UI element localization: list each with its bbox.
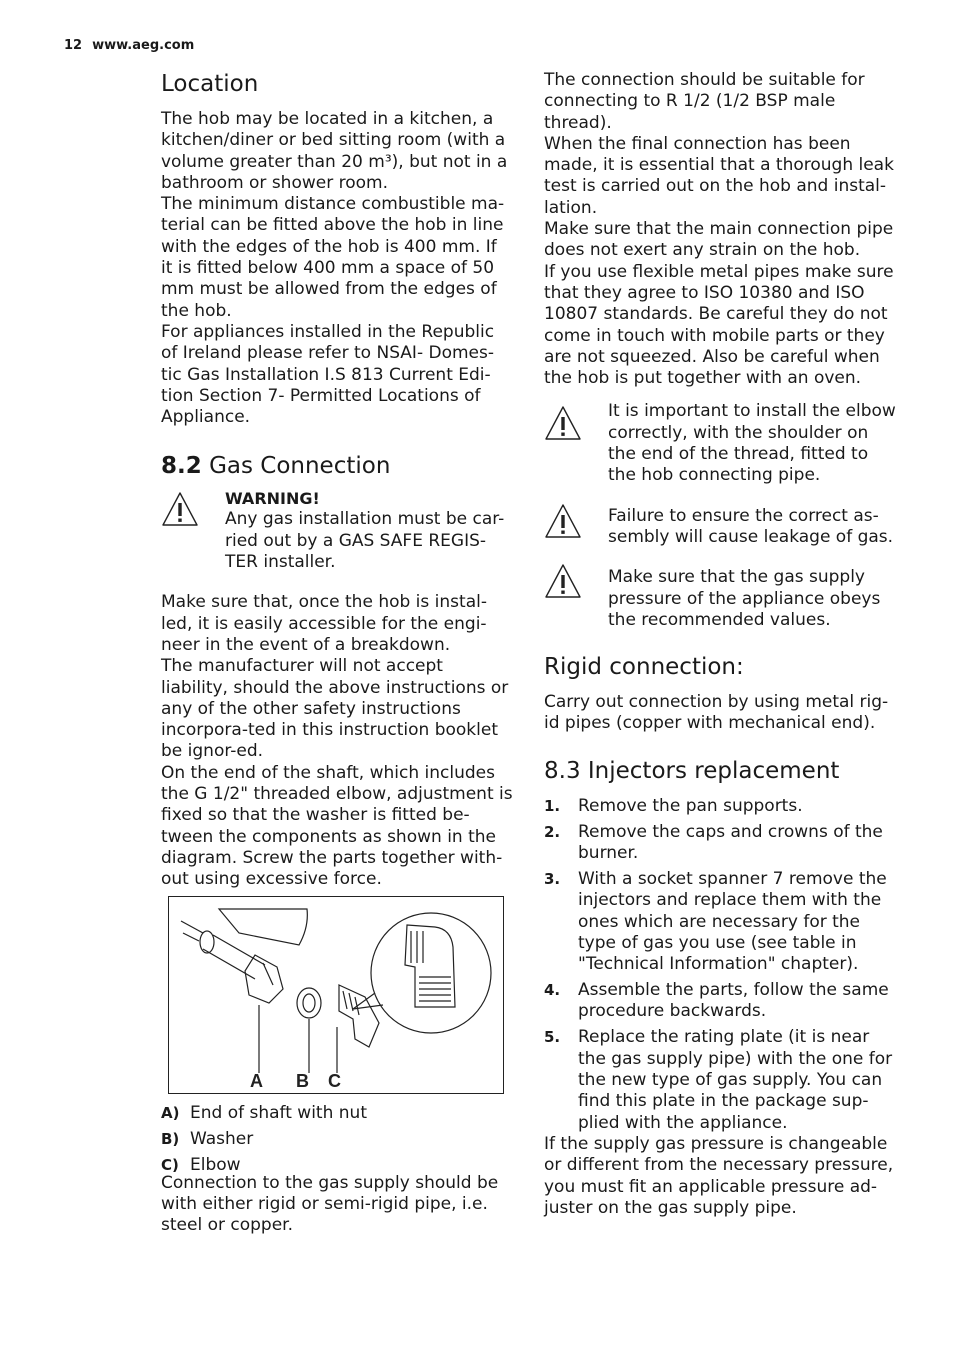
legend-item: A) End of shaft with nut: [161, 1102, 367, 1123]
connection-paragraph: When the final connection has been made, it is essential that a thorough leak test is carried out on the hob and instal-lation.: [544, 133, 894, 218]
page-header: [64, 38, 194, 53]
section-number: 8.3: [544, 757, 581, 784]
gas-paragraph: Make sure that, once the hob is instal-led, it is easily accessible for the engi-neer in the event of a breakdown.: [161, 592, 487, 655]
injector-steps: [544, 796, 896, 1134]
caution-block: [544, 506, 896, 549]
list-item: 5. Replace the rating plate (it is near the gas supply pipe) with the one for the new type of gas supply. You can find this plate in the package sup-plied with the appliance.: [544, 1027, 893, 1133]
website-url: www.aeg.com: [92, 38, 195, 53]
warning-label: WARNING!: [225, 489, 320, 509]
warning-icon: [161, 488, 225, 531]
list-item: 4. Assemble the parts, follow the same procedure backwards.: [544, 980, 889, 1022]
location-paragraph: The hob may be located in a kitchen, a kitchen/diner or bed sitting room (with a volume greater than 20 m³), but not in a bathroom or shower room.: [161, 109, 508, 193]
section-number: 8.2: [161, 453, 202, 480]
gas-supply-paragraph: Connection to the gas supply should be with either rigid or semi-rigid pipe, i.e. steel or copper.: [161, 1172, 499, 1236]
left-column: [161, 70, 513, 1236]
caution-text: Failure to ensure the correct as-sembly will cause leakage of gas.: [608, 505, 894, 547]
warning-block: [161, 488, 513, 573]
connection-diagram: [168, 896, 504, 1094]
warning-icon: [544, 401, 608, 445]
pressure-adjuster-paragraph: If the supply gas pressure is changeable or different from the necessary pressure, you must fit an applicable pressure ad-juster on the gas supply pipe.: [544, 1133, 894, 1218]
warning-icon: [544, 506, 608, 543]
list-item: 3. With a socket spanner 7 remove the injectors and replace them with the ones which are necessary for the type of gas you use (see table in "Technical Information" chapter).: [544, 868, 887, 975]
figure-label-b: B: [296, 1070, 309, 1091]
warning-icon: [544, 567, 608, 603]
page-number: 12: [64, 38, 83, 53]
injectors-heading: [544, 757, 896, 785]
caution-text: It is important to install the elbow correctly, with the shoulder on the end of the thread, fitted to the hob connecting pipe.: [608, 401, 896, 486]
gas-paragraph: The manufacturer will not accept liability, should the above instructions or any of the other safety instructions incorpora-ted in this instruction booklet be ignor-ed.: [161, 656, 509, 762]
legend-item: C) Elbow: [161, 1154, 241, 1175]
location-paragraph: The minimum distance combustible ma-terial can be fitted above the hob in line with the edges of the hob is 400 mm. If it is fitted below 400 mm a space of 50 mm must be allowed from the edges of the hob.: [161, 194, 505, 321]
rigid-connection-text: Carry out connection by using metal rig-id pipes (copper with mechanical end).: [544, 692, 889, 734]
connection-paragraph: The connection should be suitable for connecting to R 1/2 (1/2 BSP male thread).: [544, 70, 865, 133]
section-title: Injectors replacement: [587, 757, 840, 784]
location-heading: Location: [161, 71, 259, 97]
location-paragraph: For appliances installed in the Republic of Ireland please refer to NSAI- Domes-tic Gas Installation I.S 813 Current Edi-tion Section 7- Permitted Locations of Appliance.: [161, 321, 495, 428]
figure-label-c: C: [328, 1070, 341, 1091]
list-item: 2. Remove the caps and crowns of the burner.: [544, 821, 883, 863]
right-column: [544, 70, 896, 1219]
connection-paragraph: If you use flexible metal pipes make sure that they agree to ISO 10380 and ISO 10807 standards. Be careful they do not come in touch with mobile parts or they are not squeezed. Also be careful when the hob is put together with an oven.: [544, 261, 894, 389]
caution-text: Make sure that the gas supply pressure of the appliance obeys the recommended values.: [608, 567, 881, 630]
gas-paragraph: On the end of the shaft, which includes the G 1/2" threaded elbow, adjustment is fixed so that the washer is fitted be-tween the components as shown in the diagram. Screw the parts together with-out using excessive force.: [161, 762, 513, 890]
list-item: 1. Remove the pan supports.: [544, 795, 803, 816]
section-title: Gas Connection: [209, 453, 391, 480]
warning-text: Any gas installation must be car-ried out by a GAS SAFE REGIS-TER installer.: [225, 509, 505, 573]
caution-block: [544, 401, 896, 486]
legend-item: B) Washer: [161, 1128, 254, 1149]
figure-label-a: A: [250, 1070, 263, 1091]
caution-block: [544, 567, 896, 631]
gas-connection-heading: [161, 452, 513, 480]
connection-paragraph: Make sure that the main connection pipe does not exert any strain on the hob.: [544, 219, 894, 261]
rigid-connection-heading: Rigid connection:: [544, 654, 744, 681]
